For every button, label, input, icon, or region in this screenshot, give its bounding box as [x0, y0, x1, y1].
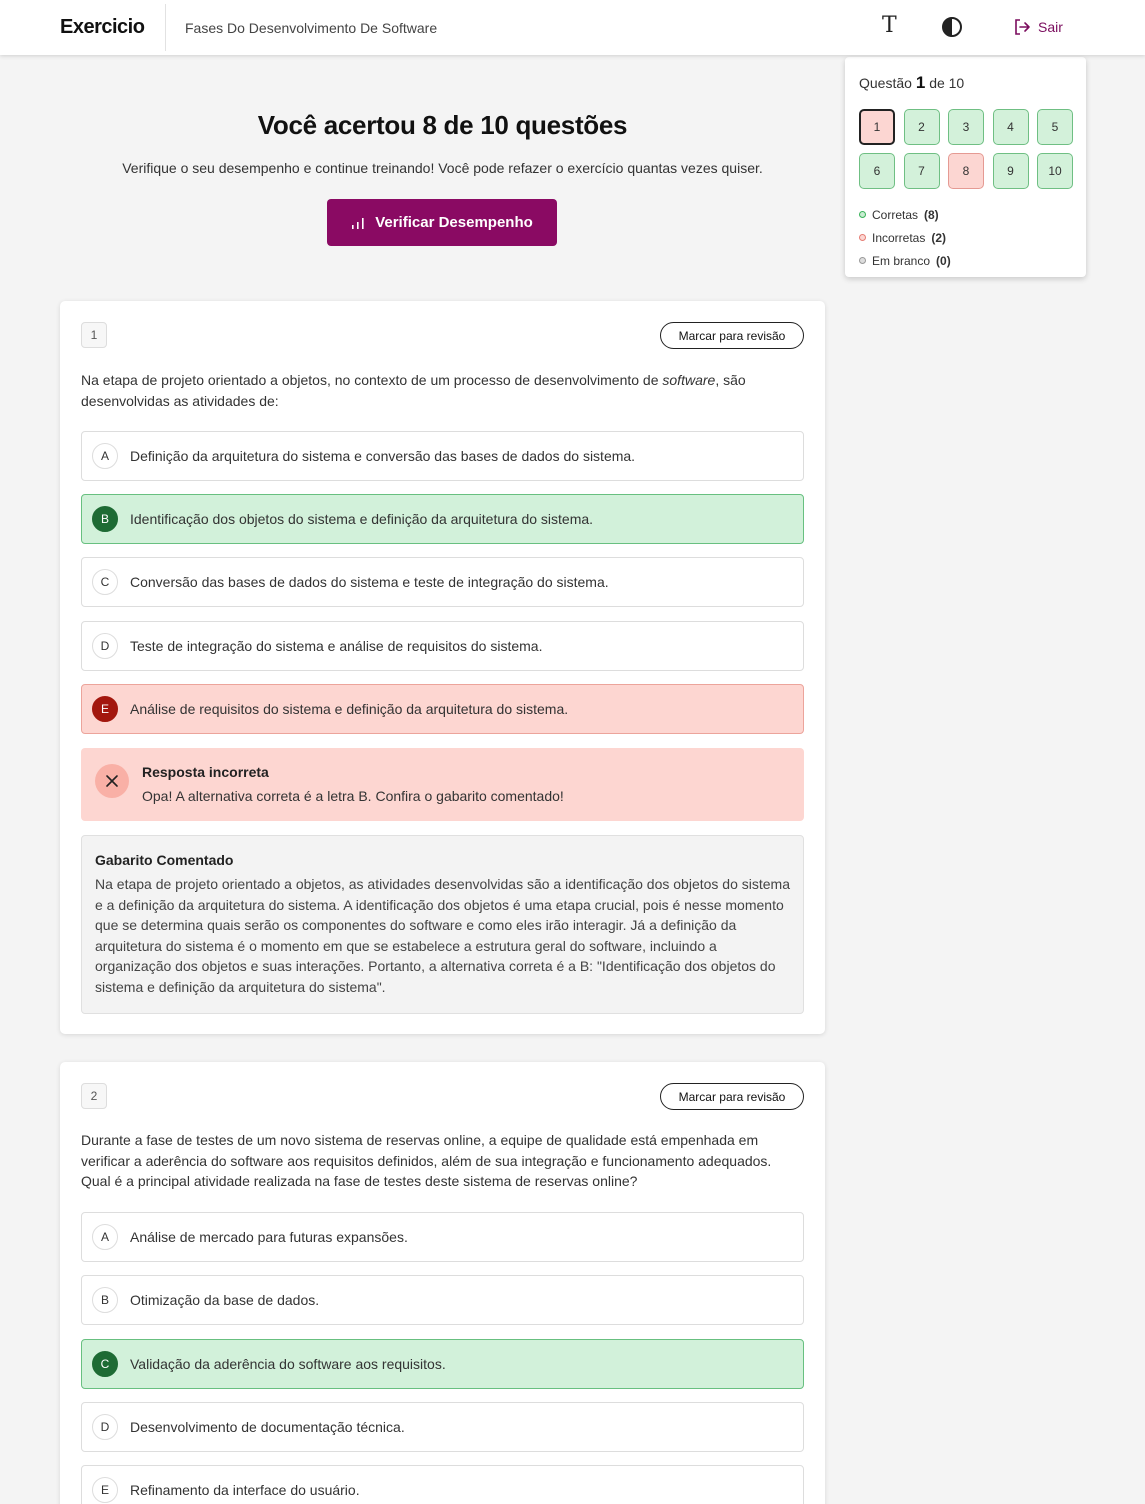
question-nav-1[interactable]: 1	[859, 109, 895, 145]
question-nav-6[interactable]: 6	[859, 153, 895, 189]
legend-wrong-count: (2)	[931, 230, 947, 245]
question-nav-2[interactable]: 2	[904, 109, 940, 145]
correct-dot-icon	[859, 211, 866, 218]
option-text: Refinamento da interface do usuário.	[130, 1482, 360, 1498]
result-subtitle: Verifique o seu desempenho e continue treinando! Você pode refazer o exercício quantas vezes quiser.	[122, 160, 763, 176]
header-divider	[165, 4, 166, 51]
option-text: Definição da arquitetura do sistema e conversão das bases de dados do sistema.	[130, 448, 636, 464]
legend-wrong	[859, 226, 1072, 249]
option-letter: C	[92, 1351, 118, 1377]
logout-label: Sair	[1038, 19, 1063, 35]
question-nav-9[interactable]: 9	[993, 153, 1029, 189]
question-counter	[859, 73, 1072, 93]
question-nav-3[interactable]: 3	[948, 109, 984, 145]
question-stem: Durante a fase de testes de um novo sistema de reservas online, a equipe de qualidade está empenhada em verificar a aderência do software aos requisitos definidos, além de sua integração e funcionamento adequados. Qual é a principal atividade realizada na fase de testes deste sistema de reservas online?	[81, 1132, 772, 1189]
mark-review-button[interactable]: Marcar para revisão	[660, 1083, 804, 1110]
option-text: Desenvolvimento de documentação técnica.	[130, 1419, 405, 1435]
question-grid	[859, 109, 1072, 189]
option-c[interactable]	[81, 1339, 804, 1389]
legend	[859, 203, 1072, 272]
question-navigator	[845, 57, 1086, 277]
legend-blank-label: Em branco	[872, 253, 931, 268]
option-text: Identificação dos objetos do sistema e definição da arquitetura do sistema.	[130, 511, 594, 527]
check-performance-button[interactable]	[327, 199, 557, 246]
option-d[interactable]	[81, 621, 804, 671]
counter-prefix: Questão	[859, 75, 912, 91]
logout-button[interactable]	[1012, 17, 1063, 37]
question-stem: Na etapa de projeto orientado a objetos, no contexto de um processo de desenvolvimento de software, são desenvolvidas as atividades de:	[81, 372, 746, 409]
question-nav-8[interactable]: 8	[948, 153, 984, 189]
option-text: Conversão das bases de dados do sistema e teste de integração do sistema.	[130, 574, 609, 590]
option-a[interactable]	[81, 431, 804, 481]
question-card-1	[60, 301, 825, 1034]
option-letter: D	[92, 633, 118, 659]
option-text: Teste de integração do sistema e análise de requisitos do sistema.	[130, 638, 543, 654]
feedback-incorrect	[81, 748, 804, 821]
option-text: Análise de mercado para futuras expansões.	[130, 1229, 408, 1245]
legend-correct-label: Corretas	[872, 207, 919, 222]
question-nav-4[interactable]: 4	[993, 109, 1029, 145]
answer-explanation	[81, 835, 804, 1014]
feedback-text: Opa! A alternativa correta é a letra B. Confira o gabarito comentado!	[142, 788, 564, 804]
option-b[interactable]	[81, 1275, 804, 1325]
legend-wrong-label: Incorretas	[872, 230, 926, 245]
explanation-title: Gabarito Comentado	[95, 852, 234, 868]
option-letter: A	[92, 1224, 118, 1250]
option-letter: E	[92, 696, 118, 722]
option-b[interactable]	[81, 494, 804, 544]
question-number: 2	[81, 1083, 107, 1109]
option-letter: D	[92, 1414, 118, 1440]
option-a[interactable]	[81, 1212, 804, 1262]
option-letter: B	[92, 1287, 118, 1313]
option-text: Análise de requisitos do sistema e definição da arquitetura do sistema.	[130, 701, 569, 717]
wrong-dot-icon	[859, 234, 866, 241]
contrast-icon[interactable]	[941, 16, 963, 38]
counter-suffix: de 10	[929, 75, 965, 91]
brand-title: Exercicio	[60, 16, 145, 38]
mark-review-button[interactable]: Marcar para revisão	[660, 322, 804, 349]
option-e[interactable]	[81, 684, 804, 734]
legend-blank-count: (0)	[936, 253, 951, 268]
counter-current: 1	[915, 73, 926, 92]
option-text: Otimização da base de dados.	[130, 1292, 320, 1308]
blank-dot-icon	[859, 257, 866, 264]
font-size-icon[interactable]: T	[882, 13, 897, 38]
option-letter: B	[92, 506, 118, 532]
option-letter: A	[92, 443, 118, 469]
legend-blank	[859, 249, 1072, 272]
question-card-2	[60, 1062, 825, 1504]
subject-title: Fases Do Desenvolvimento De Software	[185, 20, 438, 36]
check-performance-label: Verificar Desempenho	[375, 214, 533, 231]
feedback-title: Resposta incorreta	[142, 764, 269, 780]
logout-icon	[1012, 17, 1032, 37]
option-e[interactable]	[81, 1465, 804, 1504]
top-header	[0, 0, 1145, 55]
option-text: Validação da aderência do software aos requisitos.	[130, 1356, 446, 1372]
option-d[interactable]	[81, 1402, 804, 1452]
result-title: Você acertou 8 de 10 questões	[257, 110, 628, 140]
option-letter: E	[92, 1477, 118, 1503]
question-nav-10[interactable]: 10	[1037, 153, 1073, 189]
explanation-text: Na etapa de projeto orientado a objetos, as atividades desenvolvidas são a identificação dos objetos do sistema e a definição da arquitetura do sistema. A identificação dos objetos é uma etapa crucial, pois é nesse momento que se determina quais serão os componentes do software e como eles irão interagir. Já a definição da arquitetura do sistema é o momento em que se estabelece a estrutura geral do software, incluindo a organização dos objetos e suas interações. Portanto, a alternativa correta é a B: "Identificação dos objetos do sistema e definição da arquitetura do sistema".	[95, 876, 791, 995]
legend-correct-count: (8)	[924, 207, 939, 222]
bar-chart-icon	[351, 216, 365, 230]
question-nav-7[interactable]: 7	[904, 153, 940, 189]
question-nav-5[interactable]: 5	[1037, 109, 1073, 145]
option-letter: C	[92, 569, 118, 595]
legend-correct	[859, 203, 1072, 226]
close-icon	[95, 764, 129, 798]
question-number: 1	[81, 322, 107, 348]
option-c[interactable]	[81, 557, 804, 607]
